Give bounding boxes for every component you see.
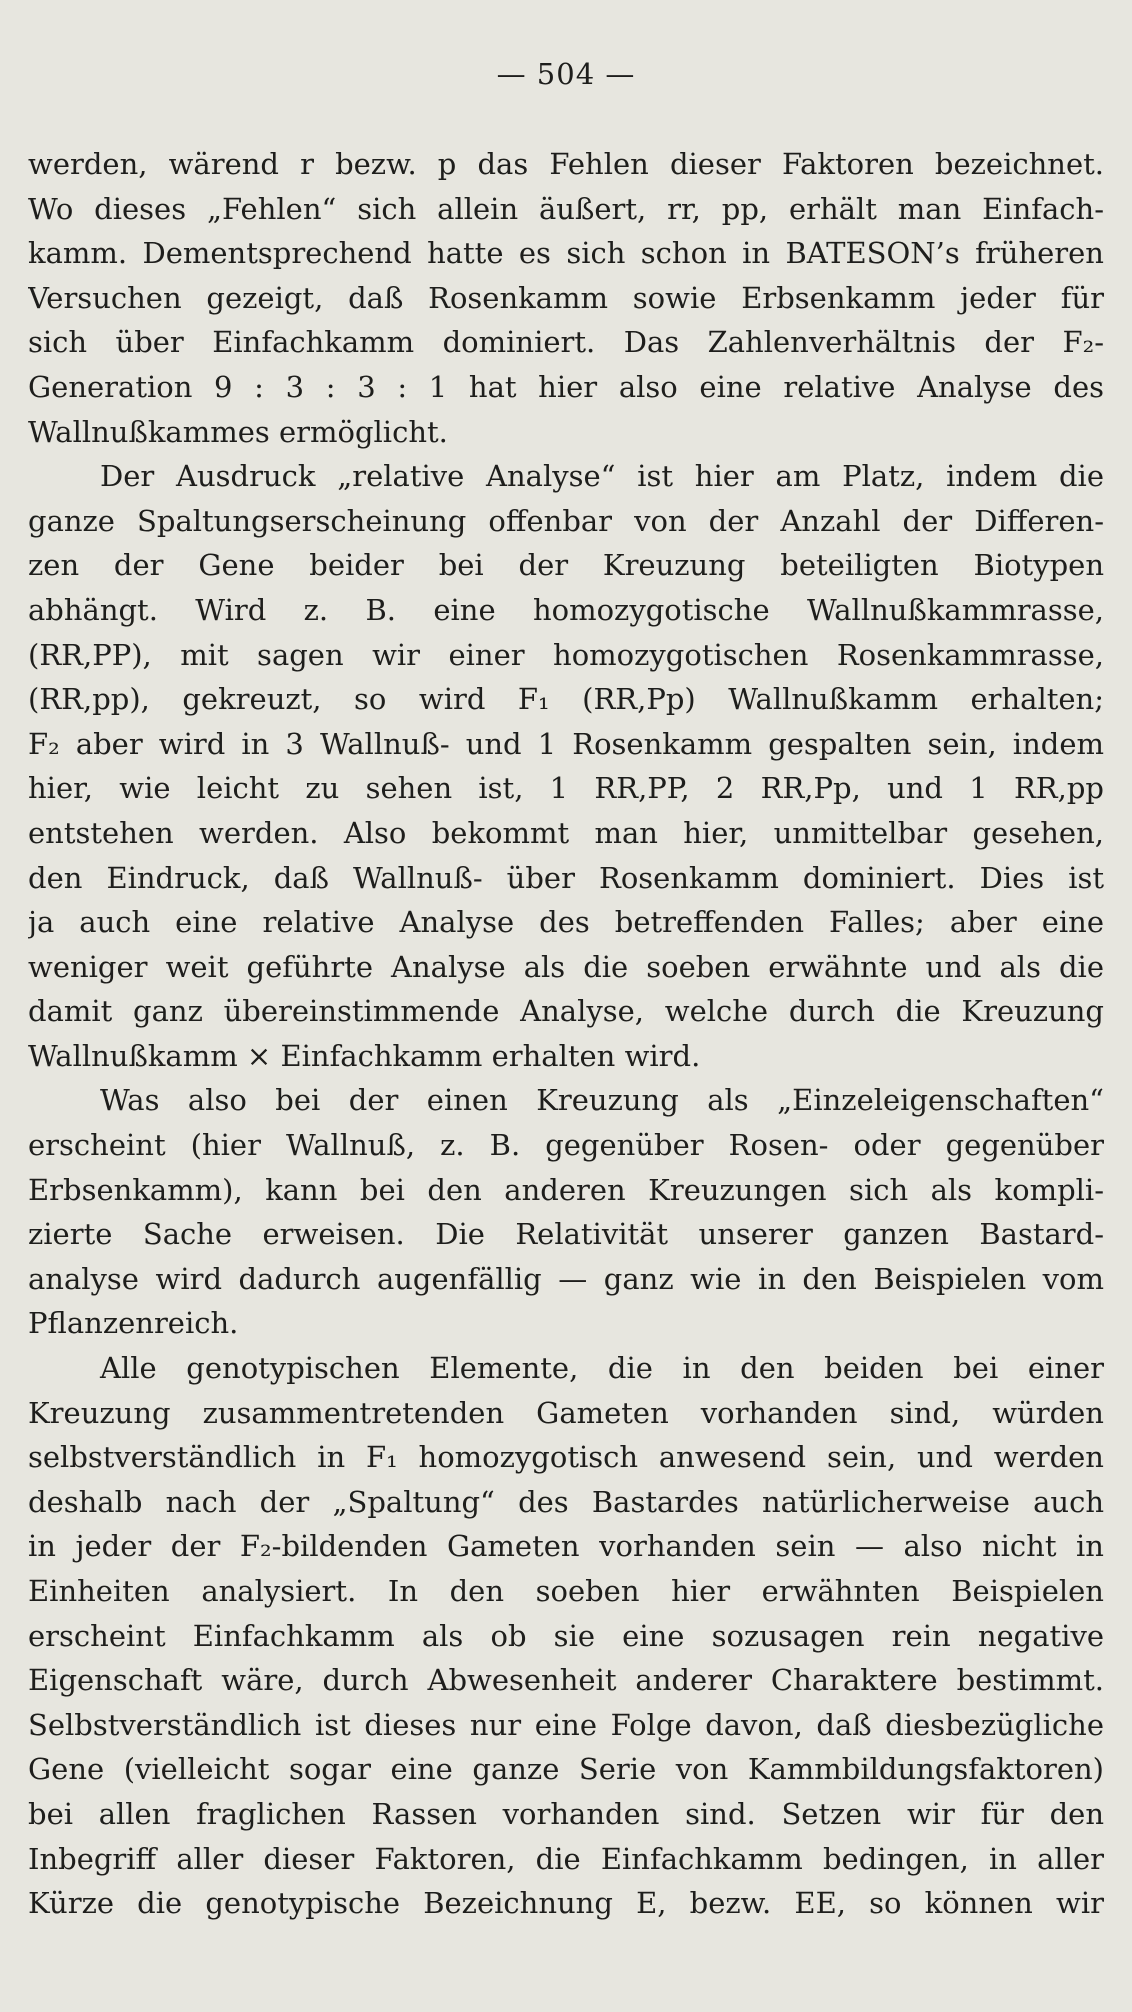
paragraph-4 [28,1346,1104,1926]
text-line: Wo dieses „Fehlen“ sich allein äußert, rr, pp, erhält man Einfach- [28,191,1104,226]
page-number: — 504 — [496,57,636,91]
text-line: Gene (vielleicht sogar eine ganze Serie von Kammbildungsfaktoren) [28,1752,1104,1787]
text-line: kamm. Dementsprechend hatte es sich schon in BATESON’s früheren [28,236,1104,271]
text-line: Erbsenkamm), kann bei den anderen Kreuzungen sich als kompli- [28,1172,1104,1207]
text-line: selbstverständlich in F₁ homozygotisch anwesend sein, und werden [28,1440,1104,1475]
text-line: sich über Einfachkamm dominiert. Das Zahlenverhältnis der F₂- [28,325,1104,360]
text-line: Generation 9 : 3 : 3 : 1 hat hier also eine relative Analyse des [28,369,1104,404]
text-line: bei allen fraglichen Rassen vorhanden sind. Setzen wir für den [28,1796,1104,1831]
text-line: hier, wie leicht zu sehen ist, 1 RR,PP, 2 RR,Pp, und 1 RR,pp [28,771,1104,806]
text-line: F₂ aber wird in 3 Wallnuß- und 1 Rosenkamm gespalten sein, indem [28,726,1104,761]
text-line: Selbstverständlich ist dieses nur eine Folge davon, daß diesbezügliche [28,1707,1104,1742]
text-line: erscheint (hier Wallnuß, z. B. gegenüber Rosen- oder gegenüber [28,1128,1104,1163]
text-line: ja auch eine relative Analyse des betreffenden Falles; aber eine [28,905,1104,940]
paragraph-2 [28,454,1104,1078]
text-line: entstehen werden. Also bekommt man hier, unmittelbar gesehen, [28,815,1104,850]
text-line: Der Ausdruck „relative Analyse“ ist hier am Platz, indem die [100,459,1104,494]
text-line: zierte Sache erweisen. Die Relativität unserer ganzen Bastard- [28,1217,1104,1252]
text-line: Eigenschaft wäre, durch Abwesenheit anderer Charaktere bestimmt. [28,1663,1104,1698]
text-line: Was also bei der einen Kreuzung als „Einzeleigenschaften“ [100,1083,1104,1118]
text-line: ganze Spaltungserscheinung offenbar von der Anzahl der Differen- [28,503,1104,538]
text-line: Einheiten analysiert. In den soeben hier erwähnten Beispielen [28,1574,1104,1608]
text-line: abhängt. Wird z. B. eine homozygotische Wallnußkammrasse, [28,592,1104,627]
text-line: damit ganz übereinstimmende Analyse, welche durch die Kreuzung [28,994,1104,1029]
text-line: erscheint Einfachkamm als ob sie eine sozusagen rein negative [28,1618,1104,1653]
text-line: (RR,pp), gekreuzt, so wird F₁ (RR,Pp) Wallnußkamm erhalten; [28,682,1104,717]
text-line: Pflanzenreich. [28,1306,239,1341]
paragraph-3 [28,1078,1104,1346]
text-line: den Eindruck, daß Wallnuß- über Rosenkamm dominiert. Dies ist [28,860,1104,895]
text-line: Alle genotypischen Elemente, die in den beiden bei einer [100,1351,1104,1386]
text-line: Wallnußkamm × Einfachkamm erhalten wird. [28,1038,701,1073]
text-line: Wallnußkammes ermöglicht. [28,414,448,449]
text-line: deshalb nach der „Spaltung“ des Bastardes natürlicherweise auch [28,1484,1104,1519]
paragraph-1 [28,142,1104,454]
text-line: Versuchen gezeigt, daß Rosenkamm sowie Erbsenkamm jeder für [28,280,1104,315]
text-line: Kürze die genotypische Bezeichnung E, bezw. EE, so können wir [28,1886,1104,1921]
text-body [28,142,1104,1926]
text-line: werden, wärend r bezw. p das Fehlen dieser Faktoren bezeichnet. [28,147,1104,181]
text-line: analyse wird dadurch augenfällig — ganz wie in den Beispielen vom [28,1261,1104,1296]
text-line: zen der Gene beider bei der Kreuzung beteiligten Biotypen [28,548,1104,583]
text-line: weniger weit geführte Analyse als die soeben erwähnte und als die [28,949,1104,984]
text-line: Kreuzung zusammentretenden Gameten vorhanden sind, würden [28,1395,1104,1430]
text-line: (RR,PP), mit sagen wir einer homozygotischen Rosenkammrasse, [28,637,1104,672]
text-line: in jeder der F₂-bildenden Gameten vorhanden sein — also nicht in [28,1529,1104,1564]
text-line: Inbegriff aller dieser Faktoren, die Einfachkamm bedingen, in aller [28,1841,1104,1876]
